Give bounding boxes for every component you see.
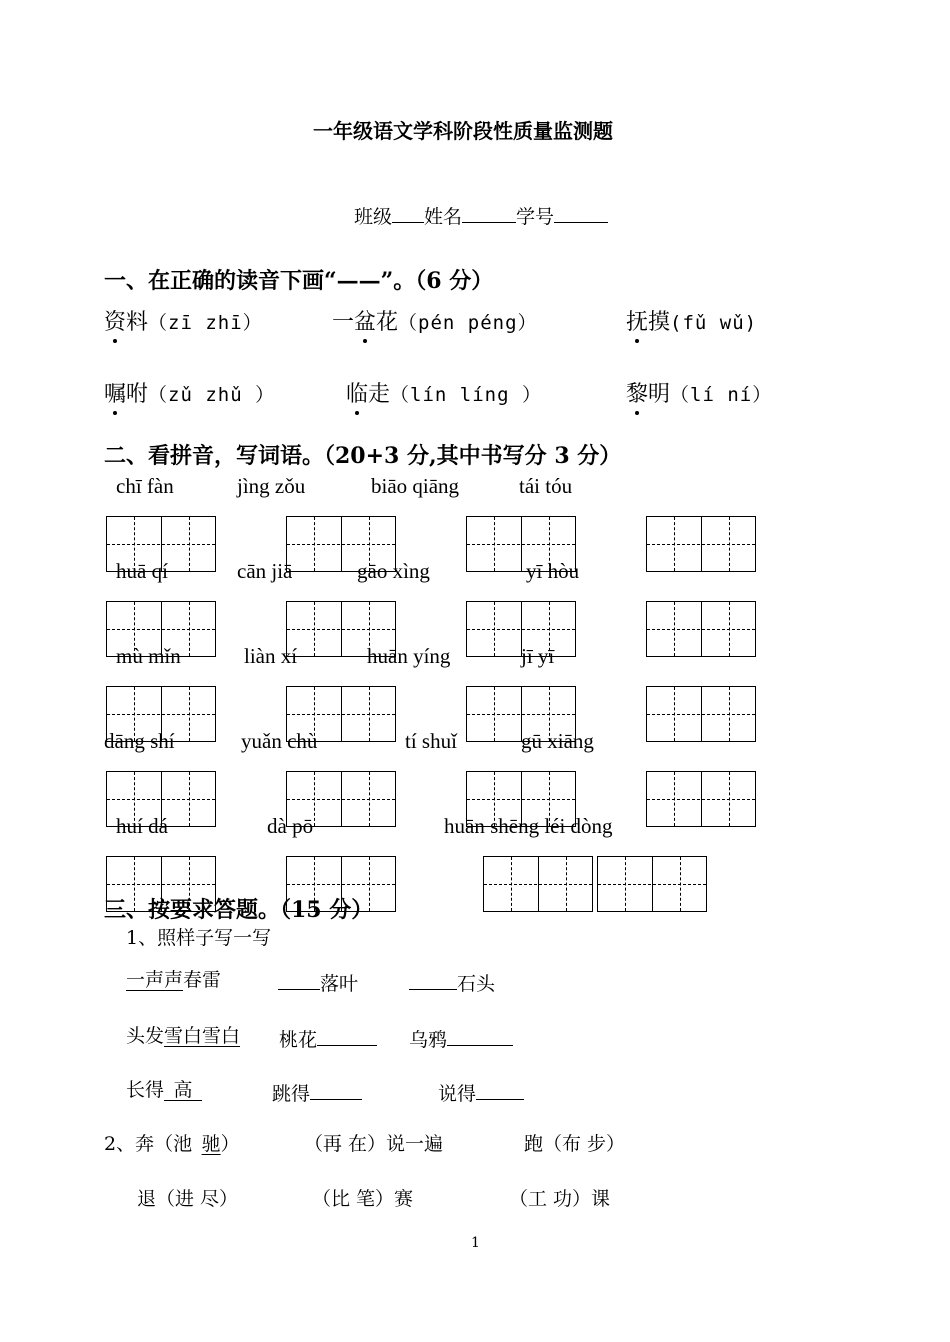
pronunciation-item [104,384,275,406]
grid-line [107,714,215,715]
answer-blank[interactable] [310,1081,362,1100]
grid-line [647,629,755,630]
grid-line [107,799,215,800]
page-title: 一年级语文学科阶段性质量监测题 [313,119,613,143]
grid-line [287,799,395,800]
writing-grid[interactable] [646,771,756,827]
fill-item [272,1081,362,1104]
choice-item: （工 功）课 [509,1188,611,1210]
example-underlined: 雪白雪白 [164,1025,241,1047]
choice-text: ） [220,1133,240,1155]
pinyin-prompt: yī hòu [526,559,580,583]
grid-line [287,544,395,545]
pinyin-prompt: tí shuǐ [405,729,457,753]
question-2-row-1 [104,1135,240,1154]
fill-item [278,971,358,994]
grid-line [287,714,395,715]
grid-line [467,629,575,630]
pinyin-prompt: dà pō [267,814,314,838]
fill-item [409,1027,513,1050]
char: 一 [332,310,355,335]
name-label: 姓名 [424,206,463,228]
writing-grid[interactable] [466,686,576,742]
answer-blank[interactable] [317,1027,377,1046]
section-3-heading: 三、按要求答题。（15 分） [104,897,374,923]
writing-grid[interactable] [646,601,756,657]
grid-line [484,884,592,885]
dotted-char: 资 [104,310,127,335]
item-text: 石头 [457,973,496,995]
writing-grid[interactable] [106,601,216,657]
pinyin-options: （zǔ zhǔ ） [148,384,276,406]
pinyin-prompt: biāo qiāng [371,474,460,498]
pinyin-prompt: jī yī [521,644,555,668]
pinyin-options: （lín líng ） [390,384,542,406]
dotted-char: 抚 [626,310,649,335]
writing-grid[interactable] [286,601,396,657]
pinyin-prompt: cān jiā [237,559,293,583]
student-id-blank[interactable] [554,204,608,223]
class-blank[interactable] [392,204,424,223]
choice-item: （比 笔）赛 [312,1188,414,1210]
pinyin-prompt: huān yíng [367,644,451,668]
grid-line [647,544,755,545]
dotted-char: 黎 [626,382,649,407]
item-text: 说得 [438,1083,477,1105]
pinyin-prompt: liàn xí [244,644,298,668]
pronunciation-item [332,312,538,334]
choice-item: 跑（布 步） [524,1133,626,1155]
grid-line [598,884,706,885]
char: 料 [126,310,149,335]
example-row [126,1027,240,1046]
grid-line [287,884,395,885]
fill-item [279,1027,377,1050]
writing-grid[interactable] [646,516,756,572]
grid-line [107,544,215,545]
pinyin-prompt: tái tóu [519,474,573,498]
answer-blank[interactable] [447,1027,513,1046]
char: 明 [648,382,671,407]
writing-grid[interactable] [466,516,576,572]
grid-line [647,714,755,715]
writing-grid[interactable] [286,686,396,742]
item-text: 桃花 [279,1029,318,1051]
pinyin-prompt: gū xiāng [521,729,594,753]
pinyin-options: （zī zhī） [148,312,263,334]
pinyin-prompt: chī fàn [116,474,174,498]
writing-grid[interactable] [483,856,593,912]
pronunciation-item [104,312,263,334]
name-blank[interactable] [462,204,516,223]
choice-text: 奔（池 [135,1133,193,1155]
item-text: 乌鸦 [409,1029,448,1051]
grid-line [287,629,395,630]
char: 走 [368,382,391,407]
char: 摸 [648,310,671,335]
pronunciation-item [346,384,542,406]
pinyin-prompt: gāo xìng [357,559,430,583]
grid-line [467,544,575,545]
choice-item: （再 在）说一遍 [304,1133,444,1155]
example-text: 长得 [126,1079,165,1101]
grid-line [647,799,755,800]
dotted-char: 嘱 [104,382,127,407]
example-choice: 驰 [201,1133,221,1155]
example-row [126,1081,202,1100]
example-answer: 高 [173,1079,193,1101]
pronunciation-item [626,312,757,334]
question-1-label: 1、照样子写一写 [126,927,272,949]
pinyin-options: （pén péng） [398,312,538,334]
answer-blank[interactable] [409,971,457,990]
writing-grid[interactable] [466,601,576,657]
example-underlined: 一声声 [126,969,184,991]
pinyin-options: (fǔ wǔ) [670,312,758,334]
student-id-label: 学号 [516,206,555,228]
writing-grid[interactable] [106,771,216,827]
writing-grid[interactable] [106,516,216,572]
writing-grid[interactable] [646,686,756,742]
section-2-heading: 二、看拼音，写词语。（20+3 分,其中书写分 3 分） [104,443,622,469]
example-underlined [164,1079,202,1101]
writing-grid[interactable] [106,686,216,742]
grid-line [467,714,575,715]
writing-grid[interactable] [597,856,707,912]
choice-item: 退（进 尽） [137,1188,239,1210]
pinyin-prompt: mù mǐn [116,644,181,668]
item-text: 跳得 [272,1083,311,1105]
pinyin-prompt: huā qí [116,559,168,583]
pronunciation-item [626,384,772,406]
student-info-line [354,204,608,227]
pinyin-prompt: jìng zǒu [237,474,306,498]
writing-grid[interactable] [466,771,576,827]
writing-grid[interactable] [286,516,396,572]
grid-line [107,629,215,630]
pinyin-prompt: huí dá [116,814,168,838]
example-text: 头发 [126,1025,165,1047]
dotted-char: 临 [346,382,369,407]
char: 咐 [126,382,149,407]
grid-line [107,884,215,885]
item-text: 落叶 [320,973,359,995]
grid-line [467,799,575,800]
answer-blank[interactable] [278,971,320,990]
pinyin-prompt: dāng shí [104,729,175,753]
example-text: 春雷 [183,969,222,991]
pinyin-prompt: yuǎn chù [241,729,318,753]
section-1-heading: 一、在正确的读音下画“——”。（6 分） [104,268,494,294]
answer-blank[interactable] [476,1081,524,1100]
fill-item [409,971,495,994]
dotted-char: 盆 [354,310,377,335]
pinyin-prompt: huān shēng léi dòng [444,814,613,838]
page-number: 1 [471,1235,480,1251]
pinyin-options: （lí ní） [670,384,773,406]
question-2-label: 2、 [104,1133,136,1155]
class-label: 班级 [354,206,393,228]
fill-item [438,1081,524,1104]
writing-grid[interactable] [286,771,396,827]
example-row [126,971,221,990]
char: 花 [376,310,399,335]
